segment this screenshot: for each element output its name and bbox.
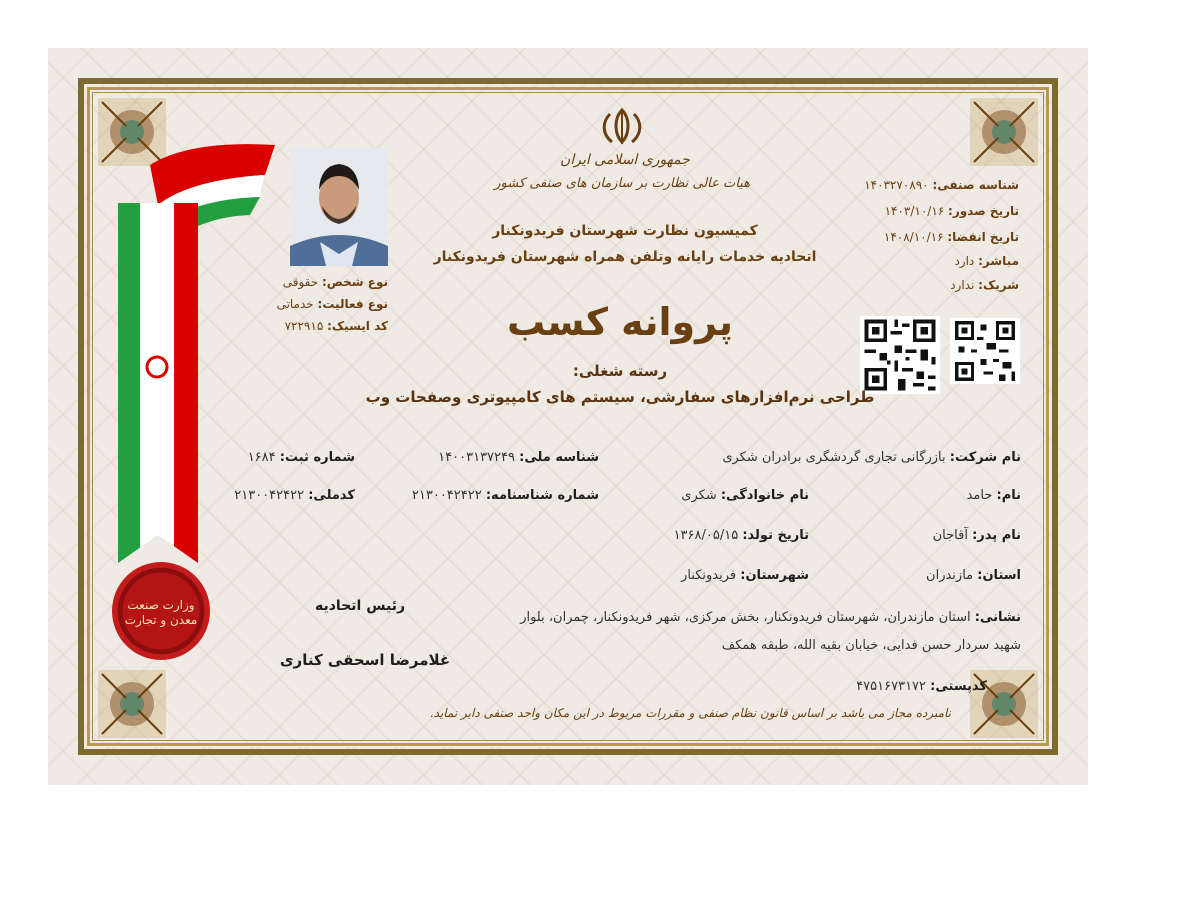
father-name-row: نام پدر: آقاجان [932,528,1021,543]
address-line2: شهید سردار حسن فدایی، خیابان بقیه الله، طبقه همکف [721,638,1021,653]
address-row: نشانی: استان مازندران، شهرستان فریدونکنار، بخش مرکزی، شهر فریدونکنار، چمران، بلوار [520,610,1021,625]
province-row: استان: مازندران [926,568,1021,583]
footer-note: نامبرده مجاز می باشد بر اساس قانون نظام صنفی و مقررات مربوط در این مکان واحد صنفی دایر نماید. [429,706,951,720]
person-type-row: نوع شخص: حقوقی [282,275,388,289]
header-board: هیات عالی نظارت بر سازمان های صنفی کشور [494,176,750,191]
guild-id-row: شناسه صنفی: ۱۴۰۳۲۷۰۸۹۰ [864,178,1019,192]
seal-text: وزارت صنعت معدن و تجارت [124,598,198,627]
last-name-row: نام خانوادگی: شکری [681,488,809,503]
national-code-row: کدملی: ۲۱۳۰۰۴۲۴۲۲ [234,488,355,503]
activity-type-row: نوع فعالیت: خدماتی [276,297,388,311]
qr-code-small [950,318,1020,384]
holder-photo [290,148,388,266]
job-category-label: رسته شغلی: [572,362,668,380]
expiry-date-row: تاریخ انقضا: ۱۴۰۸/۱۰/۱۶ [883,230,1019,244]
header-republic: جمهوری اسلامی ایران [560,152,690,168]
isic-code-row: کد ایسیک: ۷۲۲۹۱۵ [284,319,388,333]
header-union: اتحادیه خدمات رایانه وتلفن همراه شهرستان فریدونکنار [433,249,817,265]
header-commission: کمیسیون نظارت شهرستان فریدونکنار [492,223,758,239]
company-name-row: نام شرکت: بازرگانی تجاری گردشگری برادران شکری [722,450,1021,465]
job-category-value: طراحی نرم‌افزارهای سفارشی، سیستم های کامپیوتری وصفحات وب [365,388,875,406]
flag-ribbon [110,135,280,575]
id-number-row: شماره شناسنامه: ۲۱۳۰۰۴۲۴۲۲ [411,488,599,503]
reg-number-row: شماره ثبت: ۱۶۸۴ [247,450,355,465]
birth-date-row: تاریخ تولد: ۱۳۶۸/۰۵/۱۵ [673,528,809,543]
city-row: شهرستان: فریدونکنار [681,568,809,583]
partner-row: شریک: ندارد [950,278,1019,292]
page-title: پروانه کسب [506,300,734,344]
qr-code-large [860,316,940,394]
signature-title: رئیس اتحادیه [314,598,406,614]
postal-code-row: کدپستی: ۴۷۵۱۶۷۳۱۷۲ [856,679,987,694]
corner-ornament-top-right [968,96,1040,168]
first-name-row: نام: حامد [966,488,1021,503]
signature-name: غلامرضا اسحقی کناری [279,651,451,669]
direct-row: مباشر: دارد [954,254,1019,268]
corner-ornament-bottom-left [96,668,168,740]
issue-date-row: تاریخ صدور: ۱۴۰۳/۱۰/۱۶ [884,204,1019,218]
iran-emblem-icon [598,106,646,146]
national-id-row: شناسه ملی: ۱۴۰۰۳۱۳۷۲۴۹ [438,450,599,465]
